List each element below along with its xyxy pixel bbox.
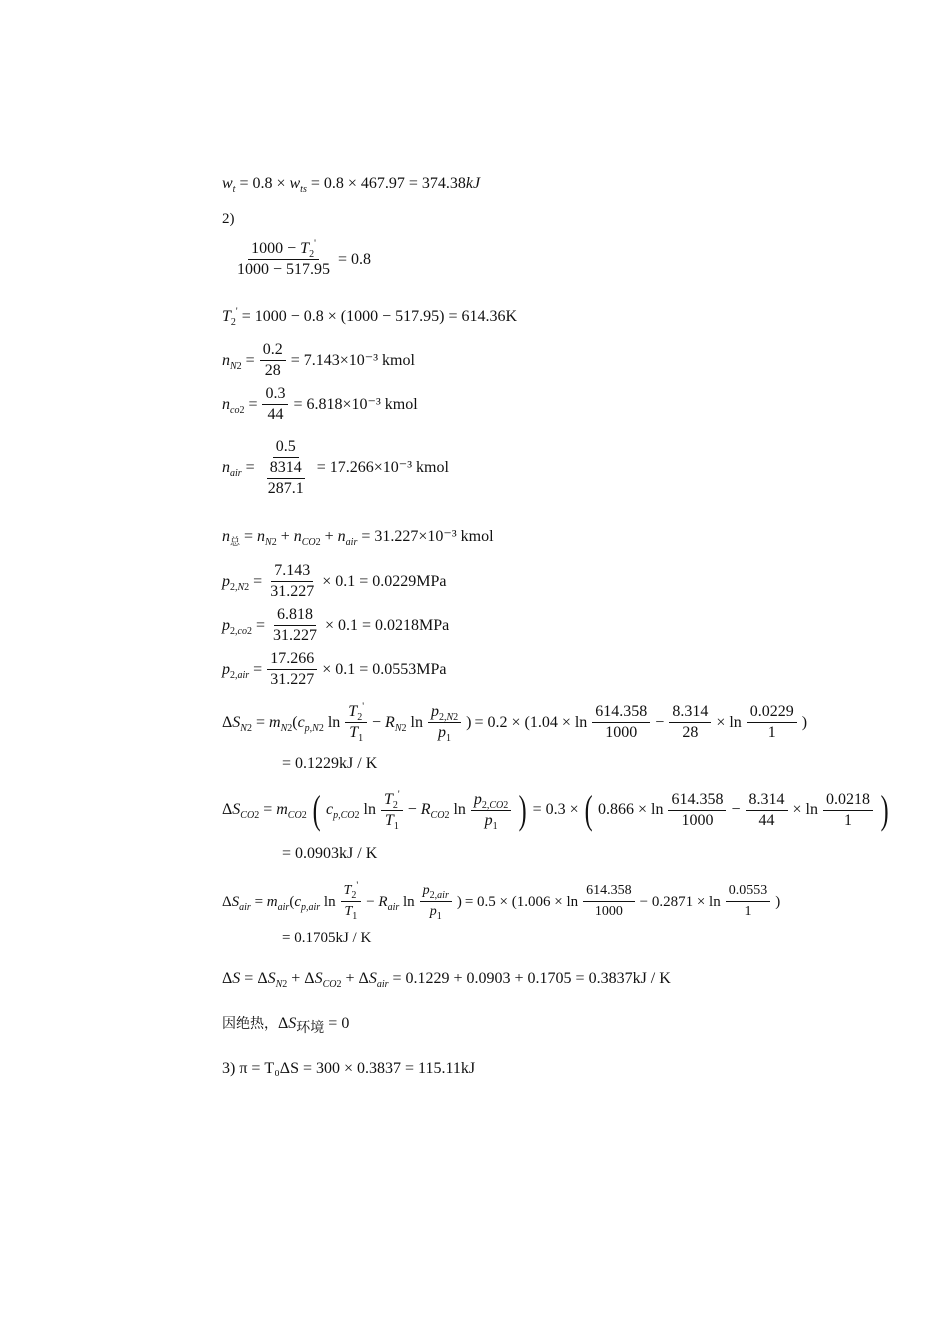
eq-n-n2: $n_{N2}$ = $\frac{0.2}{28}$ = 7.143×10⁻³ kmol xyxy=(222,341,415,379)
eq-n-co2: $n_{co2}$ = $\frac{0.3}{44}$ = 6.818×10⁻³ kmol xyxy=(222,385,418,423)
eq-p-co2: $p_{2,co2}$ = $\frac{6.818}{31.227}$ × 0.1 = 0.0218MPa xyxy=(222,606,450,644)
eq-wt: $w_t = 0.8 \times w_{ts} = 0.8 \times 467.97 = 374.38kJ$ xyxy=(222,175,481,196)
part-2-label: 2) xyxy=(222,211,235,227)
eq-ds-n2-result: = 0.1229kJ / K xyxy=(282,755,378,772)
eq-t2: $T_2' = 1000 - 0.8 \times (1000 - 517.95) = 614.36K$ xyxy=(222,306,518,329)
eq-ds-env: 因绝热，$\Delta S_{环境} = 0$ xyxy=(222,1015,350,1037)
eq-ds-n2: $\Delta S_{N2} = m_{N2}(c_{p,N2}$ ln $\frac{T_2'}{T_1}$ − $R_{N2}$ ln $\frac{p_{2,N2}}{p_1}$ ) = 0.2 × (1.04 × ln $\frac{614.358}{1000}$ − $\frac{8.314}{28}$ × ln $\frac{0.0229}{1}$ ) xyxy=(222,701,808,745)
eq-n-air: $n_{air}$ = $\frac{0.5}{\frac{8314}{287.1}}$ = 17.266×10⁻³ kmol xyxy=(222,438,449,497)
eq-p-n2: $p_{2,N2}$ = $\frac{7.143}{31.227}$ × 0.1 = 0.0229MPa xyxy=(222,562,447,600)
eq-ds-total: $\Delta S = \Delta S_{N2} + \Delta S_{CO2} + \Delta S_{air} = 0.1229 + 0.0903 + 0.1705 = 0.3837kJ / K$ xyxy=(222,970,671,991)
eq-ds-co2: $\Delta S_{CO2} = m_{CO2}$ ( $c_{p,CO2}$ ln $\frac{T_2'}{T_1}$ − $R_{CO2}$ ln $\frac{p_{2,CO2}}{p_1}$ ) = 0.3 × ( 0.866 × ln $\frac{614.358}{1000}$ − $\frac{8.314}{44}$ × ln $\frac{0.0218}{1}$ ) xyxy=(222,787,889,832)
eq-ds-air: $\Delta S_{air} = m_{air}(c_{p,air}$ ln $\frac{T_2'}{T_1}$ − $R_{air}$ ln $\frac{p_{2,air}}{p_1}$ ) = 0.5 × (1.006 × ln $\frac{614.358}{1000}$ − 0.2871 × ln $\frac{0.0553}{1}$ ) xyxy=(222,880,781,922)
eq-part-3: 3) π = T₀ΔS = 300 × 0.3837 = 115.11kJ xyxy=(222,1060,476,1077)
eq-ds-co2-result: = 0.0903kJ / K xyxy=(282,845,378,862)
eq-ds-air-result: = 0.1705kJ / K xyxy=(282,930,372,946)
eq-p-air: $p_{2,air}$ = $\frac{17.266}{31.227}$ × 0.1 = 0.0553MPa xyxy=(222,650,447,688)
eq-efficiency: $\frac{1000 - T_2'}{1000 - 517.95}$ = 0.8 xyxy=(237,238,372,278)
eq-n-total: $n_总 = n_{N2} + n_{CO2} + n_{air} = 31.227\times 10^{-3}$ kmol xyxy=(222,528,494,549)
